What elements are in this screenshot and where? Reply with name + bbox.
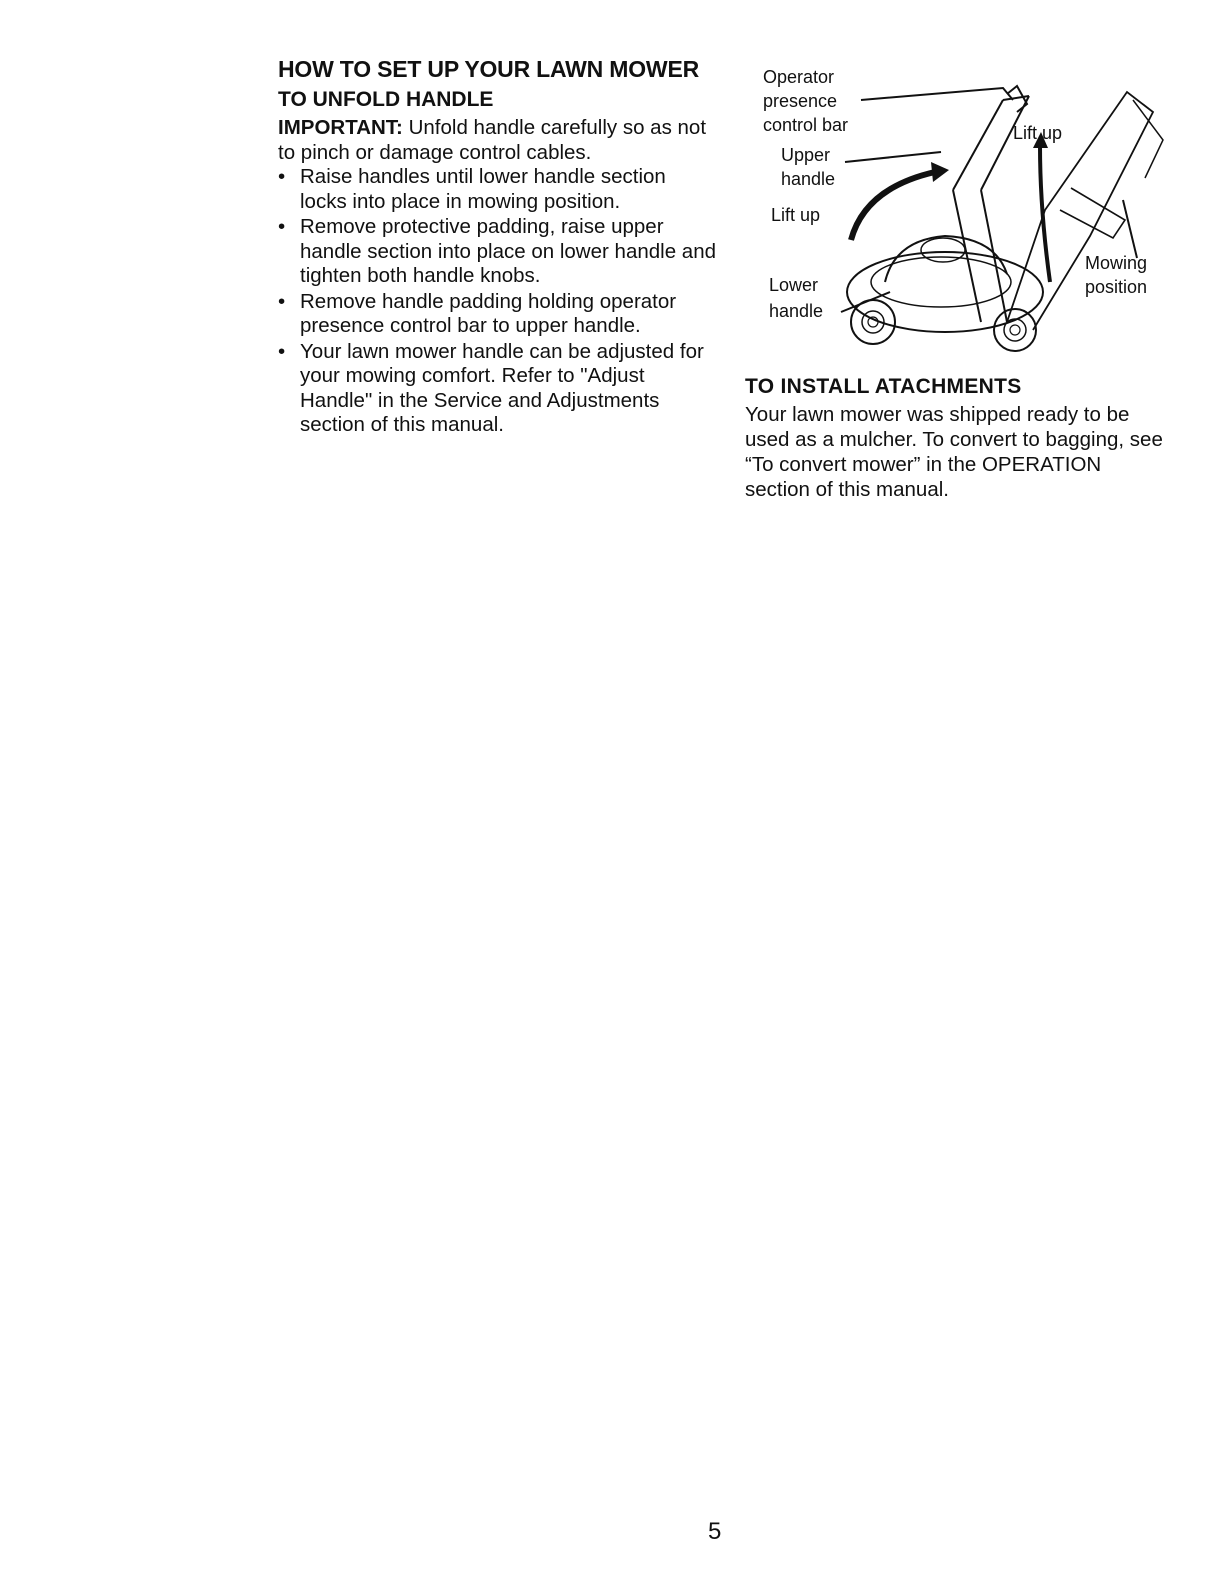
list-item (278, 290, 718, 339)
important-label: IMPORTANT: (278, 116, 403, 139)
upper-handle-leader-line (845, 152, 941, 162)
section-title: HOW TO SET UP YOUR LAWN MOWER (278, 56, 699, 82)
label-upper: Upper (781, 145, 831, 165)
label-lower-handle: handle (769, 301, 824, 321)
mower-handle-figure (745, 60, 1170, 360)
unfold-steps-list (278, 165, 718, 438)
label-control-bar: control bar (763, 115, 849, 135)
bullet-icon: • (278, 165, 286, 188)
install-attachments-text: Your lawn mower was shipped ready to be used as a mulcher. To convert to bagging, see “To convert mower” in the OPERATION section of this manual. (745, 403, 1163, 501)
install-attachments-heading: TO INSTALL ATACHMENTS (745, 375, 1022, 398)
wheel-rear-left-center (1010, 325, 1020, 335)
label-lift-up-right: Lift up (1013, 123, 1063, 143)
label-lower: Lower (769, 275, 819, 295)
mowing-position-grip (1133, 100, 1163, 178)
bullet-icon: • (278, 289, 286, 313)
important-text: Unfold handle carefully so as not to pinch or damage control cables. (278, 116, 707, 164)
wheel-rear-left-hub (1004, 319, 1026, 341)
list-item-text: Raise handles until lower handle section locks into place in mowing position. (300, 165, 666, 213)
label-lift-up-left: Lift up (771, 205, 821, 225)
right-column (745, 60, 1170, 502)
wheel-rear-left (994, 309, 1036, 351)
label-position: position (1085, 277, 1148, 297)
lower-handle-rail-left (953, 190, 981, 322)
label-presence: presence (763, 91, 838, 111)
lift-arrow-right (1040, 146, 1050, 282)
bullet-icon: • (278, 215, 286, 238)
unfold-handle-heading: TO UNFOLD HANDLE (278, 88, 494, 111)
list-item (278, 340, 718, 438)
upper-handle-rail-left (953, 100, 1003, 190)
list-item (278, 215, 718, 289)
label-upper-handle: handle (781, 169, 836, 189)
page-number: 5 (708, 1518, 722, 1545)
list-item-text: Your lawn mower handle can be adjusted for your mowing comfort. Refer to "Adjust Handle" in the Service and Adjustments section of this manual. (300, 339, 704, 436)
left-column (278, 56, 718, 439)
mowing-position-leader-line (1123, 200, 1137, 258)
important-note (278, 115, 718, 165)
lift-arrow-left (851, 172, 935, 240)
bullet-icon: • (278, 339, 286, 363)
list-item-text: Remove handle padding holding operator presence control bar to upper handle. (300, 289, 677, 337)
label-mowing: Mowing (1085, 253, 1148, 273)
operator-bar-leader-line (861, 88, 1013, 100)
wheel-front-left (851, 300, 895, 344)
label-operator: Operator (763, 67, 835, 87)
engine-cap (921, 238, 965, 262)
engine-housing (885, 236, 1007, 282)
lift-arrow-left-head (931, 162, 949, 182)
list-item (278, 165, 718, 214)
list-item-text: Remove protective padding, raise upper handle section into place on lower handle and tighten both handle knobs. (300, 215, 716, 287)
